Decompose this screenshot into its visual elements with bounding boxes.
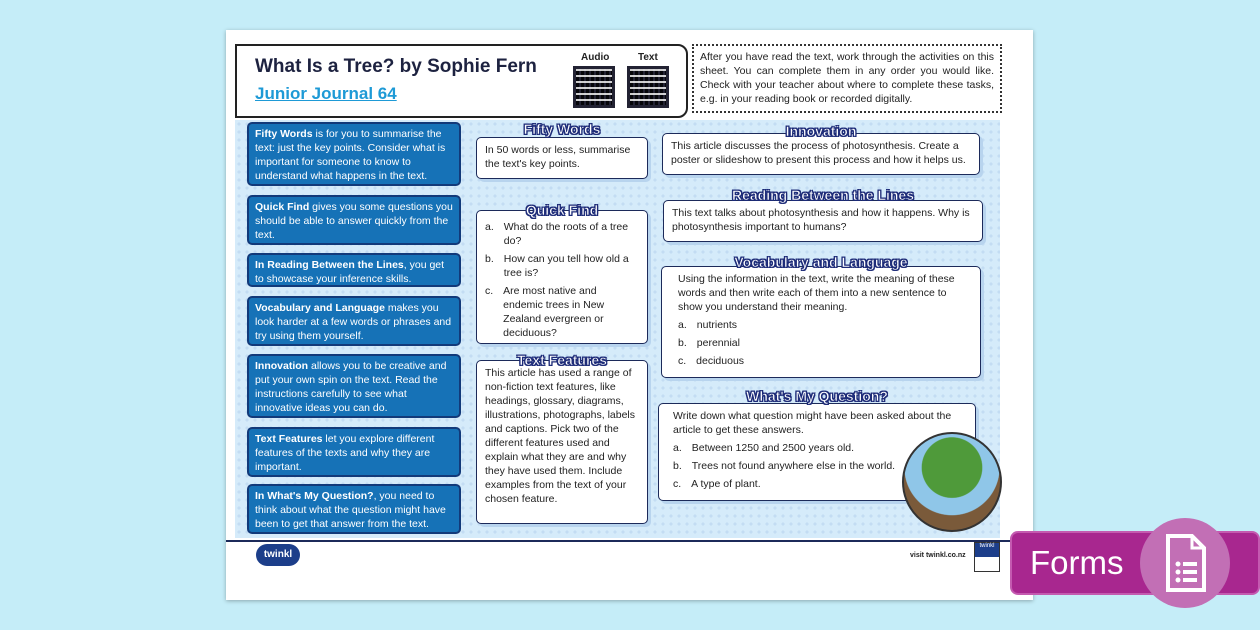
activity-name: Text Features [255,433,323,445]
activity-name: Vocabulary and Language [255,302,385,314]
list-item [485,220,639,248]
item-letter: a. [485,221,494,233]
item-text: Are most native and endemic trees in New Zealand evergreen or deciduous? [503,285,605,339]
quick-find-box [476,210,648,344]
instructions: After you have read the text, work through the activities on this sheet. You can complete them in any order you would like. Check with your teacher about where to complete these tasks, e.g. in your reading book or recorded digitally. [692,44,1002,113]
worksheet [226,30,1033,600]
activity-desc: makes you look harder at a few words or phrases and try using them yourself. [255,302,452,342]
activity-desc: is for you to summarise the text: just the key points. Consider what is important for someone to know to understand what happens in the text. [255,128,446,182]
item-letter: a. [678,319,687,331]
question-text: Write down what question might have been asked about the article to get these answers. [673,410,952,436]
item-letter: c. [485,285,494,297]
forms-label: Forms [1030,544,1124,581]
activity-desc: , you get to showcase your inference skills. [255,259,445,285]
list-item [485,284,639,340]
footer [226,540,1033,542]
quality-badge: twinkl [974,542,1000,572]
text-features-box [476,360,648,524]
vocab-text: Using the information in the text, write the meaning of these words and then write each of them into a new sentence to show you understand their meaning. [678,273,955,313]
qr-text-icon[interactable] [627,66,669,108]
rbl-text: This text talks about photosynthesis and how it happens. Why is photosynthesis important to humans? [672,207,970,233]
activity-description [247,296,461,346]
page-title: What Is a Tree? by Sophie Fern [255,56,537,77]
activity-desc: allows you to be creative and put your own spin on the text. Read the instructions carefully to see what innovative ideas you can do. [255,360,447,414]
qr-text-label: Text [638,52,658,63]
activity-name: Innovation [255,360,309,372]
activity-description [247,122,461,186]
fifty-words-text: In 50 words or less, summarise the text's key points. [485,144,631,170]
innovation-text: This article discusses the process of photosynthesis. Create a poster or slideshow to present this process and how it helps us. [671,140,966,166]
activity-desc: let you explore different features of the texts and why they are important. [255,433,435,473]
item-text: What do the roots of a tree do? [503,221,629,247]
rbl-heading: Reading Between the Lines [731,187,915,203]
innovation-box [662,133,980,175]
fifty-words-box [476,137,648,179]
activity-desc: , you need to think about what the question might have been to get that answer from the text. [255,490,446,530]
list-item [678,336,972,350]
quick-find-heading: Quick Find [525,202,599,218]
activity-description [247,427,461,477]
item-letter: b. [678,337,687,349]
text-features-text: This article has used a range of non-fiction text features, like headings, glossary, diagrams, illustrations, photographs, labels and captions. Pick two of the different features used and explain what they are and why they have used them. Include examples from the text of your chosen feature. [485,367,636,505]
item-text: nutrients [696,319,738,331]
forms-icon [1140,518,1230,608]
item-text: A type of plant. [691,478,761,490]
item-text: How can you tell how old a tree is? [503,253,629,279]
list-item [678,354,972,368]
activity-description [247,253,461,287]
activity-name: In What's My Question? [255,490,374,502]
item-letter: a. [673,442,682,454]
item-text: Trees not found anywhere else in the world. [691,460,896,472]
text-features-heading: Text Features [517,352,607,368]
header-box [235,44,688,118]
vocab-box [661,266,981,378]
item-letter: c. [673,478,682,490]
activity-description [247,195,461,245]
innovation-heading: Innovation [785,123,857,139]
activity-name: Quick Find [255,201,310,213]
activity-name: Fifty Words [255,128,313,140]
vocab-heading: Vocabulary and Language [734,254,908,270]
question-heading: What's My Question? [746,388,888,404]
item-letter: b. [485,253,494,265]
item-letter: c. [678,355,687,367]
fifty-words-heading: Fifty Words [523,121,601,137]
rbl-box [663,200,983,242]
subtitle-link[interactable]: Junior Journal 64 [255,84,397,103]
item-letter: b. [673,460,682,472]
activity-description [247,354,461,418]
qr-audio-label: Audio [581,52,610,63]
item-text: deciduous [696,355,745,367]
activity-description [247,484,461,534]
activity-name: In Reading Between the Lines [255,259,404,271]
qr-audio-icon[interactable] [573,66,615,108]
tree-illustration [902,432,1002,532]
item-text: perennial [696,337,740,349]
list-item [678,318,972,332]
activity-desc: gives you some questions you should be able to answer quickly from the text. [255,201,453,241]
list-item [485,252,639,280]
item-text: Between 1250 and 2500 years old. [691,442,855,454]
visit-link[interactable]: visit twinkl.co.nz [910,552,966,559]
twinkl-logo: twinkl [256,544,300,566]
